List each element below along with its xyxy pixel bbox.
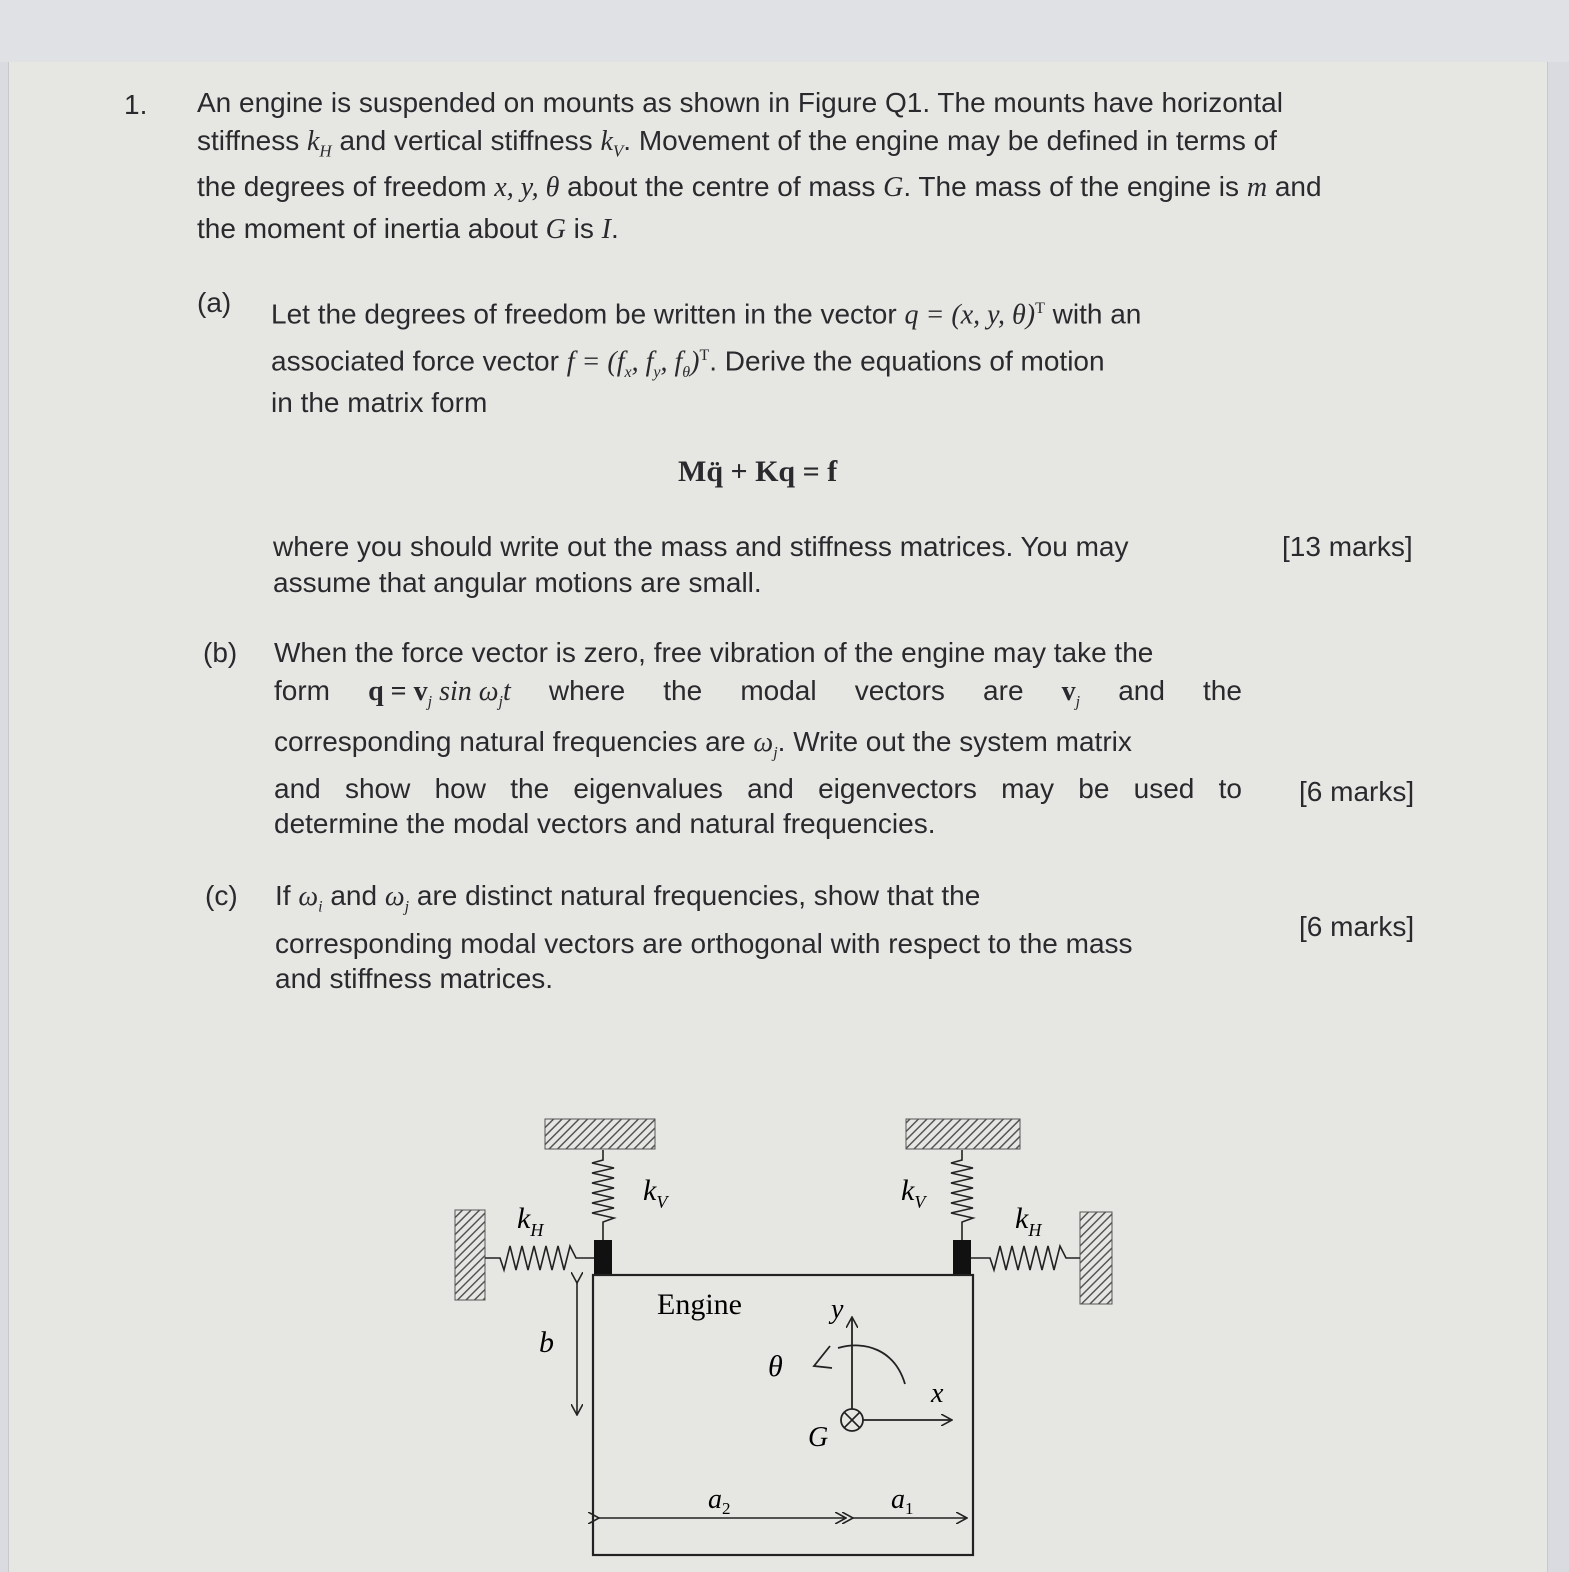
ground-left — [455, 1210, 485, 1300]
part-b-line-1: When the force vector is zero, free vibration of the engine may take the — [274, 637, 1154, 668]
spring-kh-left — [485, 1246, 594, 1270]
theta-label: θ — [768, 1350, 783, 1383]
part-a-line-2: associated force vector $f = (f_x$, $f_y$, $f_\theta)^T$. Derive the equations of motion — [271, 345, 1105, 381]
part-a-marks: [13 marks] — [1282, 531, 1413, 562]
ground-top-left — [545, 1119, 655, 1149]
ground-right — [1080, 1212, 1112, 1304]
mount-right — [953, 1240, 971, 1276]
engine-box — [593, 1275, 973, 1555]
kv-left-label: $k_V$ — [643, 1174, 668, 1212]
part-c-line-3: and stiffness matrices. — [275, 963, 554, 994]
part-c-marks: [6 marks] — [1299, 911, 1415, 942]
part-b-line-5: determine the modal vectors and natural frequencies. — [274, 808, 936, 839]
kv-right-label: $k_V$ — [901, 1174, 926, 1212]
spring-kh-right — [971, 1246, 1080, 1270]
a1-label: $a_1$ — [891, 1484, 914, 1518]
part-b-label: (b) — [203, 637, 238, 668]
y-label: y — [831, 1294, 844, 1325]
part-c-line-2: corresponding modal vectors are orthogonal with respect to the mass — [275, 928, 1133, 959]
kh-right-label: $k_H$ — [1015, 1202, 1042, 1240]
theta-arc — [838, 1345, 905, 1384]
theta-arrowhead — [814, 1346, 832, 1368]
part-b-line-2: form $q = v_j$ $\sin \omega_jt$ where the modal vectors are $v_j$ and the — [274, 675, 1242, 711]
g-label: G — [808, 1422, 829, 1453]
part-a-line-3: in the matrix form — [271, 387, 488, 418]
b-label: b — [539, 1326, 554, 1359]
a2-label: $a_2$ — [708, 1484, 731, 1518]
part-a-line-4: where you should write out the mass and stiffness matrices. You may — [273, 531, 1129, 562]
part-c-line-1: If $\omega_i$ and $\omega_j$ are distinct natural frequencies, show that the — [275, 880, 981, 916]
spring-kv-left — [592, 1150, 614, 1240]
x-label: x — [931, 1378, 944, 1409]
part-a-line-1: Let the degrees of freedom be written in the vector q = (x, y, θ)$^T$ with an — [271, 298, 1142, 331]
part-b-marks: [6 marks] — [1299, 776, 1415, 807]
engine-label: Engine — [657, 1288, 742, 1321]
kh-left-label: $k_H$ — [517, 1202, 544, 1240]
intro-line-1: An engine is suspended on mounts as shown in Figure Q1. The mounts have horizontal — [197, 87, 1283, 118]
part-a-line-5: assume that angular motions are small. — [273, 567, 762, 598]
part-b-line-4: and show how the eigenvalues and eigenvectors may be used to — [274, 773, 1242, 804]
equation-of-motion: Mq̈ + Kq = f — [678, 455, 838, 488]
part-c-label: (c) — [205, 880, 238, 911]
part-a-label: (a) — [197, 287, 232, 318]
part-b-line-3: corresponding natural frequencies are $\omega_j$. Write out the system matrix — [274, 726, 1132, 762]
mount-left — [594, 1240, 612, 1276]
intro-line-2: stiffness $k_H$ and vertical stiffness $k_V$. Movement of the engine may be defined in terms of — [197, 125, 1277, 161]
question-number: 1. — [124, 89, 148, 120]
intro-line-4: the moment of inertia about G is I. — [197, 213, 619, 245]
spring-kv-right — [951, 1150, 973, 1240]
intro-line-3: the degrees of freedom x, y, θ about the centre of mass G. The mass of the engine is m and — [197, 171, 1322, 203]
ground-top-right — [906, 1119, 1020, 1149]
